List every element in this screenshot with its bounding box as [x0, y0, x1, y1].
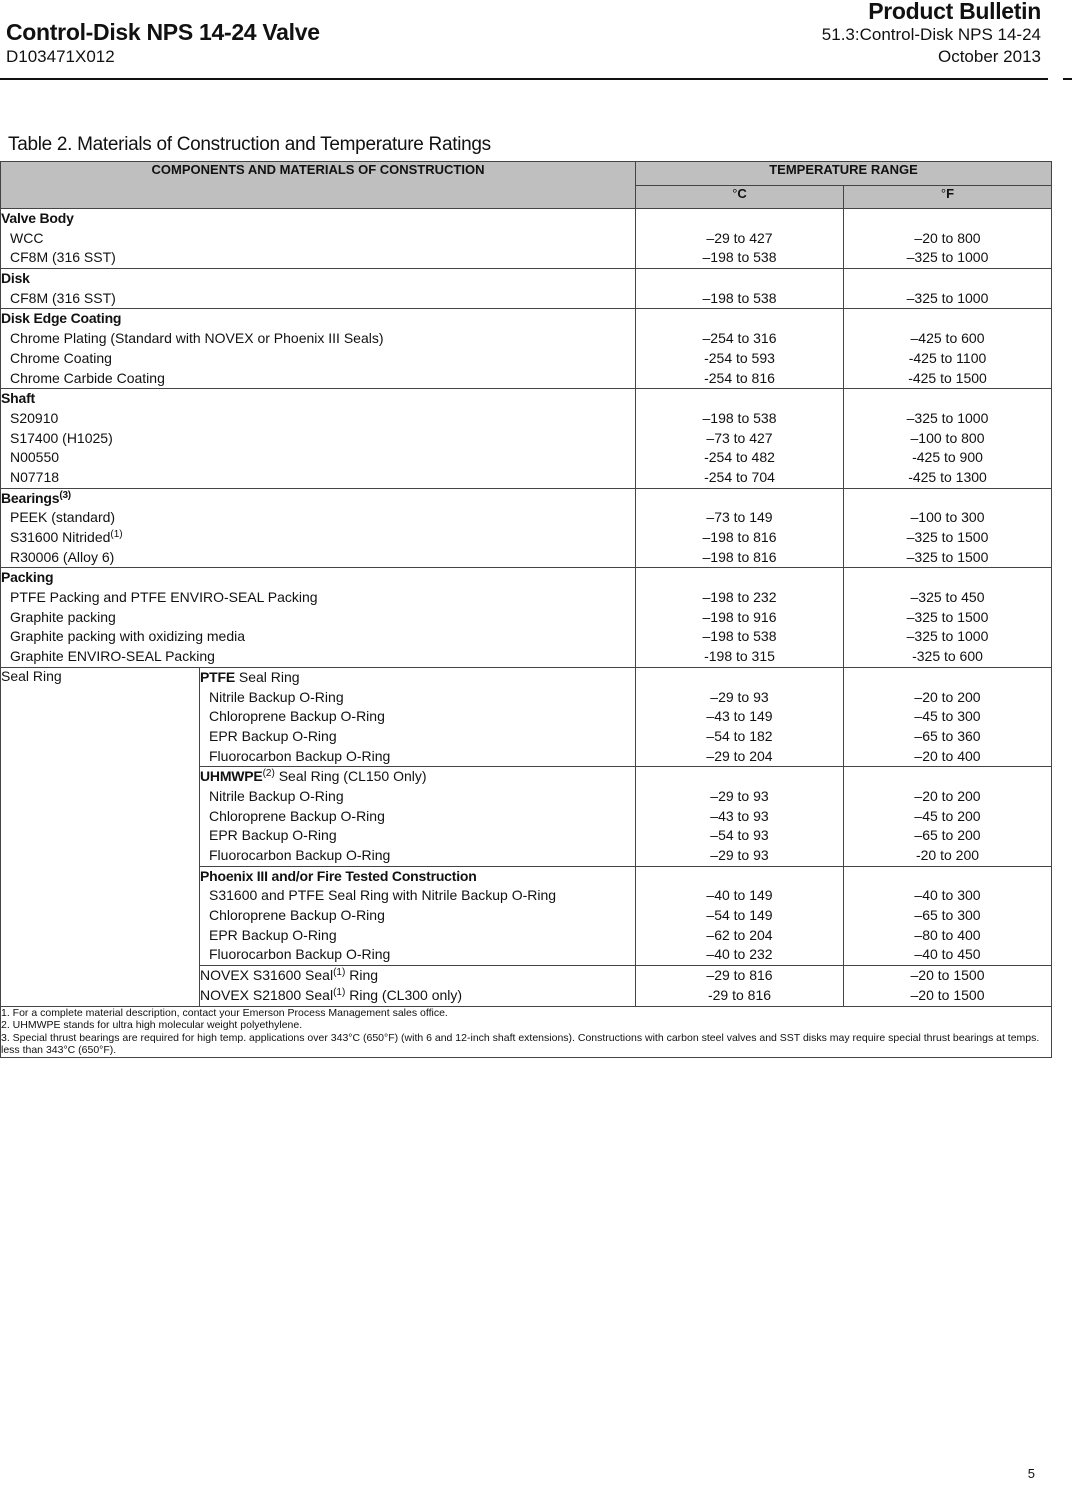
group-packing: [1, 568, 1052, 667]
temp-c: -254 to 593: [704, 349, 775, 366]
temp-c: -254 to 704: [704, 468, 775, 485]
temp-c: –198 to 816: [702, 529, 777, 545]
group-title: Disk: [1, 270, 30, 287]
material-name: PEEK (standard): [10, 509, 116, 526]
temp-c: –54 to 93: [710, 827, 769, 844]
material-name: Chloroprene Backup O-Ring: [209, 907, 385, 924]
material-name: EPR Backup O-Ring: [209, 727, 337, 744]
temp-f: –20 to 1500: [910, 986, 985, 1003]
temp-c: –29 to 427: [706, 229, 773, 246]
temp-f: –325 to 1000: [906, 289, 989, 306]
temp-f: –325 to 1000: [906, 249, 989, 266]
bulletin-label: Product Bulletin: [868, 0, 1041, 24]
temp-c: –73 to 427: [706, 429, 773, 446]
temp-c: –198 to 538: [702, 249, 777, 266]
temp-f: -325 to 600: [912, 648, 983, 665]
temp-f: –80 to 400: [914, 926, 981, 943]
temp-c: –29 to 204: [706, 747, 773, 764]
page-number: 5: [1027, 1466, 1035, 1481]
group-disk: [1, 269, 1052, 309]
temp-f: –325 to 1500: [906, 529, 989, 545]
temp-f: –325 to 1000: [906, 628, 989, 645]
temp-c: –62 to 204: [706, 926, 773, 943]
temp-f: -20 to 200: [915, 847, 980, 863]
group-bearings: [1, 488, 1052, 568]
temp-c: -198 to 315: [704, 648, 775, 665]
material-name: Graphite packing: [10, 608, 116, 625]
temp-f: –325 to 1500: [906, 608, 989, 625]
document-number: D103471X012: [6, 47, 115, 66]
group-seal-ring-ptfe: [1, 667, 1052, 766]
material-name: Chrome Plating (Standard with NOVEX or Phoenix III Seals): [10, 330, 384, 347]
material-name: Chloroprene Backup O-Ring: [209, 708, 385, 725]
temp-f: –325 to 1000: [906, 409, 989, 426]
table-footnotes: [1, 1006, 1052, 1057]
footnote-ref: (3): [59, 489, 71, 501]
temp-f: -425 to 1300: [908, 468, 987, 485]
footnote-ref: (1): [333, 967, 346, 979]
material-name: Chrome Carbide Coating: [10, 369, 165, 386]
temp-f: –100 to 800: [910, 429, 985, 446]
group-shaft: [1, 389, 1052, 488]
material-name: NOVEX S31600 Seal$^{(1)}$ Ring: [200, 967, 379, 984]
material-name: Graphite ENVIRO-SEAL Packing: [10, 648, 215, 665]
subgroup-title: UHMWPE$^{(2)}$ Seal Ring (CL150 Only): [200, 768, 427, 785]
header-temperature-range: TEMPERATURE RANGE: [636, 162, 1052, 186]
footnote: 3. Special thrust bearings are required for high temp. applications over 343°C (650°F) (with 6 and 12-inch shaft extensions). Constructions with carbon steel valves and SST disks may require special thrust bearings at temps. less than 343°C (650°F).: [1, 1031, 1040, 1056]
temp-c: –40 to 149: [706, 887, 773, 904]
material-name: EPR Backup O-Ring: [209, 827, 337, 844]
temp-c: –254 to 316: [702, 330, 777, 347]
group-title: Shaft: [1, 390, 36, 407]
footnote-ref: (1): [333, 986, 346, 998]
temp-f: –20 to 400: [914, 747, 981, 764]
temp-c: –198 to 538: [702, 409, 777, 426]
materials-table: [0, 161, 1052, 1058]
temp-c: –40 to 232: [706, 946, 773, 963]
footnote: 2. UHMWPE stands for ultra high molecular weight polyethylene.: [1, 1019, 303, 1031]
table-caption: Table 2. Materials of Construction and Temperature Ratings: [8, 134, 491, 155]
material-name: Chloroprene Backup O-Ring: [209, 807, 385, 824]
material-name: Nitrile Backup O-Ring: [209, 787, 344, 804]
temp-f: –45 to 300: [914, 708, 981, 725]
temp-f: –100 to 300: [910, 509, 985, 526]
bulletin-number: 51.3:Control-Disk NPS 14-24: [821, 25, 1041, 44]
temp-f: –45 to 200: [914, 807, 981, 824]
material-name: Fluorocarbon Backup O-Ring: [209, 747, 391, 764]
temp-f: -425 to 1500: [908, 369, 987, 386]
footnote: 1. For a complete material description, contact your Emerson Process Management sales office.: [1, 1006, 448, 1019]
subgroup-title: PTFE Seal Ring: [200, 668, 300, 685]
temp-f: –325 to 1500: [906, 548, 989, 565]
bulletin-date: October 2013: [937, 47, 1041, 66]
temp-c: –43 to 93: [710, 807, 769, 824]
temp-c: –29 to 93: [710, 688, 769, 705]
group-title: Bearings$^{(3)}$: [1, 489, 71, 506]
group-title: Disk Edge Coating: [1, 310, 122, 327]
temp-f: -425 to 1100: [908, 349, 987, 366]
group-title: Valve Body: [1, 210, 74, 226]
temp-f: -425 to 900: [912, 449, 983, 466]
temp-c: –29 to 816: [706, 967, 773, 984]
header-right: [822, 0, 1041, 68]
material-name: R30006 (Alloy 6): [10, 548, 115, 565]
temp-f: –65 to 200: [914, 827, 981, 844]
material-name: Fluorocarbon Backup O-Ring: [209, 946, 391, 963]
temp-f: –325 to 450: [910, 589, 985, 606]
temp-c: –54 to 182: [706, 727, 773, 744]
material-name: Fluorocarbon Backup O-Ring: [209, 847, 391, 863]
temp-f: –20 to 200: [914, 787, 981, 804]
temp-f: –65 to 360: [914, 727, 981, 744]
temp-c: –29 to 93: [710, 787, 769, 804]
header-divider-tick: [1063, 78, 1072, 80]
material-name: S31600 and PTFE Seal Ring with Nitrile Backup O-Ring: [209, 887, 557, 904]
material-name: Nitrile Backup O-Ring: [209, 688, 344, 705]
material-name: S20910: [10, 409, 59, 426]
temp-c: –43 to 149: [706, 708, 773, 725]
material-name: NOVEX S21800 Seal$^{(1)}$ Ring (CL300 only): [200, 986, 463, 1003]
temp-c: –29 to 93: [710, 847, 769, 863]
temp-c: -254 to 816: [704, 369, 775, 386]
temp-c: -29 to 816: [707, 986, 772, 1003]
header-celsius: °C: [636, 185, 844, 209]
material-name: WCC: [10, 229, 44, 246]
temp-c: –198 to 916: [702, 608, 777, 625]
group-disk-edge-coating: [1, 309, 1052, 389]
group-title: Packing: [1, 569, 54, 586]
material-name: S31600 Nitrided$^{(1)}$: [10, 529, 123, 545]
footnote-ref: (1): [110, 529, 123, 540]
header-fahrenheit: °F: [844, 185, 1052, 209]
material-name: N00550: [10, 449, 60, 466]
header-left: [6, 18, 320, 68]
material-name: CF8M (316 SST): [10, 289, 116, 306]
temp-c: –198 to 232: [702, 589, 777, 606]
temp-f: –20 to 800: [914, 229, 981, 246]
header-divider: [0, 78, 1048, 80]
material-name: Graphite packing with oxidizing media: [10, 628, 246, 645]
material-name: N07718: [10, 468, 60, 485]
material-name: Chrome Coating: [10, 349, 112, 366]
group-valve-body: [1, 209, 1052, 269]
temp-f: –20 to 200: [914, 688, 981, 705]
material-name: EPR Backup O-Ring: [209, 926, 337, 943]
temp-c: –198 to 538: [702, 628, 777, 645]
temp-f: –40 to 300: [914, 887, 981, 904]
temp-c: –198 to 816: [702, 548, 777, 565]
seal-ring-label: Seal Ring: [1, 667, 200, 1006]
temp-c: -254 to 482: [704, 449, 775, 466]
material-name: PTFE Packing and PTFE ENVIRO-SEAL Packing: [10, 589, 318, 606]
temp-c: –54 to 149: [706, 907, 773, 924]
document-title: Control-Disk NPS 14-24 Valve: [6, 19, 320, 45]
footnote-ref: (2): [262, 768, 275, 780]
material-name: CF8M (316 SST): [10, 249, 116, 266]
temp-c: –198 to 538: [702, 289, 777, 306]
temp-c: –73 to 149: [706, 509, 773, 526]
temp-f: –40 to 450: [914, 946, 981, 963]
subgroup-title: Phoenix III and/or Fire Tested Construction: [200, 867, 477, 884]
header-components: COMPONENTS AND MATERIALS OF CONSTRUCTION: [1, 162, 636, 209]
temp-f: –65 to 300: [914, 907, 981, 924]
material-name: S17400 (H1025): [10, 429, 113, 446]
temp-f: –425 to 600: [910, 330, 985, 347]
temp-f: –20 to 1500: [910, 967, 985, 984]
